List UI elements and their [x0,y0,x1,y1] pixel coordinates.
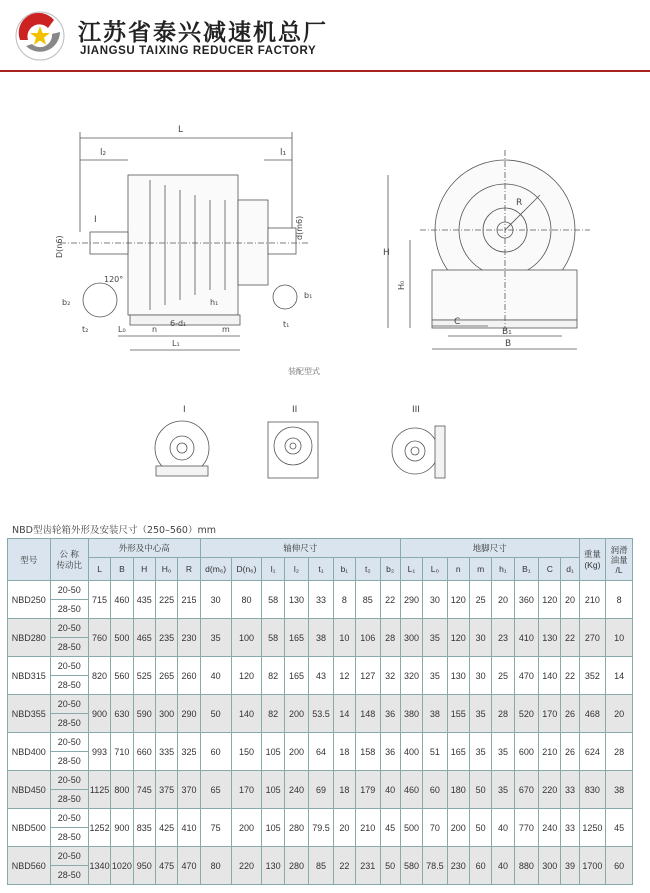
value-cell: 20 [561,581,579,619]
company-name-en: JIANGSU TAIXING REDUCER FACTORY [80,45,317,57]
value-cell: 35 [423,619,447,657]
value-cell: 210 [579,581,606,619]
svg-text:D(n6): D(n6) [55,235,64,258]
value-cell: 25 [469,581,491,619]
value-cell: 30 [469,657,491,695]
value-cell: 60 [200,733,231,771]
svg-text:II: II [292,405,298,415]
value-cell: 26 [561,733,579,771]
value-cell: 30 [423,581,447,619]
svg-text:I: I [183,405,186,415]
value-cell: 120 [231,657,262,695]
dimension-table [7,538,633,885]
svg-text:b₂: b₂ [62,298,71,307]
value-cell: 53.5 [309,695,333,733]
value-cell: 8 [606,581,633,619]
value-cell: 410 [514,619,538,657]
value-cell: 14 [333,695,355,733]
value-cell: 220 [231,847,262,885]
value-cell: 630 [111,695,133,733]
col-oil: 润滑 油量 /L [606,539,633,581]
ratio-cell: 28-50 [50,866,88,885]
value-cell: 28 [606,733,633,771]
sub-col-header: b₂ [380,558,400,581]
value-cell: 38 [423,695,447,733]
value-cell: 26 [561,695,579,733]
svg-text:III: III [412,405,420,415]
svg-text:H₀: H₀ [397,280,406,290]
value-cell: 40 [492,847,514,885]
svg-text:b₁: b₁ [304,291,313,300]
value-cell: 460 [111,581,133,619]
col-group-foot: 地脚尺寸 [400,539,579,558]
value-cell: 65 [200,771,231,809]
ratio-cell: 28-50 [50,752,88,771]
value-cell: 220 [539,771,561,809]
value-cell: 120 [447,619,469,657]
value-cell: 400 [400,733,422,771]
ratio-cell: 20-50 [50,733,88,752]
value-cell: 58 [262,581,284,619]
svg-text:d(m6): d(m6) [295,215,304,240]
value-cell: 20 [333,809,355,847]
value-cell: 290 [400,581,422,619]
value-cell: 33 [561,771,579,809]
value-cell: 900 [111,809,133,847]
value-cell: 410 [178,809,200,847]
value-cell: 770 [514,809,538,847]
value-cell: 22 [561,657,579,695]
ratio-cell: 20-50 [50,581,88,600]
ratio-cell: 20-50 [50,771,88,790]
value-cell: 240 [284,771,308,809]
value-cell: 200 [447,809,469,847]
table-row [8,771,633,790]
value-cell: 18 [333,733,355,771]
value-cell: 35 [492,733,514,771]
value-cell: 465 [133,619,155,657]
model-cell: NBD280 [8,619,51,657]
value-cell: 560 [111,657,133,695]
value-cell: 35 [469,733,491,771]
value-cell: 180 [447,771,469,809]
value-cell: 105 [262,733,284,771]
value-cell: 23 [492,619,514,657]
company-logo-icon [14,10,66,62]
value-cell: 120 [447,581,469,619]
ratio-cell: 20-50 [50,809,88,828]
value-cell: 36 [380,695,400,733]
value-cell: 300 [539,847,561,885]
value-cell: 64 [309,733,333,771]
value-cell: 60 [423,771,447,809]
value-cell: 70 [423,809,447,847]
value-cell: 230 [447,847,469,885]
table-row [8,695,633,714]
value-cell: 325 [178,733,200,771]
ratio-cell: 20-50 [50,847,88,866]
value-cell: 240 [539,809,561,847]
value-cell: 1020 [111,847,133,885]
page-header [0,0,650,72]
value-cell: 80 [231,581,262,619]
value-cell: 32 [380,657,400,695]
value-cell: 30 [200,581,231,619]
value-cell: 179 [356,771,380,809]
value-cell: 300 [400,619,422,657]
value-cell: 36 [380,733,400,771]
value-cell: 265 [155,657,177,695]
header-divider [0,70,650,72]
value-cell: 8 [333,581,355,619]
svg-text:H: H [383,248,390,258]
sub-col-header: m [469,558,491,581]
value-cell: 140 [231,695,262,733]
value-cell: 33 [309,581,333,619]
svg-text:l₂: l₂ [100,148,107,158]
model-cell: NBD450 [8,771,51,809]
value-cell: 475 [155,847,177,885]
value-cell: 28 [492,695,514,733]
value-cell: 624 [579,733,606,771]
value-cell: 820 [88,657,110,695]
value-cell: 320 [400,657,422,695]
col-group-shaft: 轴伸尺寸 [200,539,400,558]
sub-col-header: B₁ [514,558,538,581]
value-cell: 50 [380,847,400,885]
value-cell: 50 [469,771,491,809]
sub-col-header: L₀ [423,558,447,581]
value-cell: 20 [606,695,633,733]
value-cell: 40 [200,657,231,695]
value-cell: 235 [155,619,177,657]
sub-col-header: d₁ [561,558,579,581]
model-cell: NBD315 [8,657,51,695]
value-cell: 22 [333,847,355,885]
value-cell: 45 [380,809,400,847]
table-row [8,619,633,638]
value-cell: 158 [356,733,380,771]
svg-text:6-d₁: 6-d₁ [170,319,187,328]
value-cell: 39 [561,847,579,885]
value-cell: 22 [380,581,400,619]
value-cell: 435 [133,581,155,619]
svg-text:I: I [94,215,97,225]
sub-col-header: H₀ [155,558,177,581]
value-cell: 670 [514,771,538,809]
col-model: 型号 [8,539,51,581]
value-cell: 40 [492,809,514,847]
value-cell: 25 [492,657,514,695]
table-row [8,581,633,600]
value-cell: 280 [284,809,308,847]
value-cell: 230 [178,619,200,657]
table-row [8,847,633,866]
company-name-cn: 江苏省泰兴减速机总厂 [78,20,328,46]
value-cell: 231 [356,847,380,885]
value-cell: 10 [333,619,355,657]
sub-col-header: H [133,558,155,581]
value-cell: 1252 [88,809,110,847]
sub-col-header: B [111,558,133,581]
model-cell: NBD250 [8,581,51,619]
value-cell: 745 [133,771,155,809]
sub-col-header: R [178,558,200,581]
value-cell: 375 [155,771,177,809]
svg-text:n: n [152,325,158,334]
value-cell: 425 [155,809,177,847]
value-cell: 60 [469,847,491,885]
ratio-cell: 28-50 [50,600,88,619]
value-cell: 215 [178,581,200,619]
value-cell: 600 [514,733,538,771]
svg-text:B₁: B₁ [502,327,512,337]
model-cell: NBD355 [8,695,51,733]
value-cell: 22 [561,619,579,657]
value-cell: 79.5 [309,809,333,847]
svg-text:B: B [505,339,512,349]
value-cell: 660 [133,733,155,771]
ratio-cell: 28-50 [50,828,88,847]
table-row [8,809,633,828]
drawing-caption: 装配型式 [288,367,320,376]
ratio-cell: 28-50 [50,790,88,809]
svg-text:l₁: l₁ [280,148,287,158]
dim-L: L [178,125,184,135]
value-cell: 10 [606,619,633,657]
value-cell: 225 [155,581,177,619]
svg-text:C: C [454,317,461,327]
value-cell: 82 [262,657,284,695]
value-cell: 38 [606,771,633,809]
value-cell: 335 [155,733,177,771]
value-cell: 360 [514,581,538,619]
value-cell: 1125 [88,771,110,809]
model-cell: NBD400 [8,733,51,771]
value-cell: 130 [284,581,308,619]
value-cell: 170 [539,695,561,733]
value-cell: 127 [356,657,380,695]
reducer-assembly-drawing [0,80,650,500]
value-cell: 170 [231,771,262,809]
svg-text:L₁: L₁ [172,339,180,348]
value-cell: 20 [492,581,514,619]
col-ratio: 公 称 传动比 [50,539,88,581]
value-cell: 50 [469,809,491,847]
sub-col-header: C [539,558,561,581]
section-title: NBD型齿轮箱外形及安装尺寸（250–560）mm [12,525,216,536]
value-cell: 155 [447,695,469,733]
value-cell: 590 [133,695,155,733]
value-cell: 12 [333,657,355,695]
value-cell: 200 [284,695,308,733]
value-cell: 69 [309,771,333,809]
value-cell: 470 [514,657,538,695]
svg-text:L₀: L₀ [118,325,126,334]
ratio-cell: 28-50 [50,676,88,695]
sub-col-header: t₁ [309,558,333,581]
value-cell: 470 [178,847,200,885]
sub-col-header: l₂ [284,558,308,581]
value-cell: 75 [200,809,231,847]
value-cell: 100 [231,619,262,657]
value-cell: 270 [579,619,606,657]
value-cell: 950 [133,847,155,885]
svg-text:h₁: h₁ [210,298,219,307]
value-cell: 210 [356,809,380,847]
value-cell: 1250 [579,809,606,847]
value-cell: 520 [514,695,538,733]
value-cell: 58 [262,619,284,657]
value-cell: 460 [400,771,422,809]
value-cell: 500 [400,809,422,847]
value-cell: 165 [447,733,469,771]
sub-col-header: L₁ [400,558,422,581]
value-cell: 78.5 [423,847,447,885]
sub-col-header: n [447,558,469,581]
value-cell: 835 [133,809,155,847]
value-cell: 35 [423,657,447,695]
value-cell: 50 [200,695,231,733]
value-cell: 380 [400,695,422,733]
ratio-cell: 28-50 [50,714,88,733]
value-cell: 35 [200,619,231,657]
svg-text:120°: 120° [104,275,124,284]
value-cell: 580 [400,847,422,885]
value-cell: 85 [309,847,333,885]
value-cell: 352 [579,657,606,695]
value-cell: 35 [492,771,514,809]
value-cell: 120 [539,581,561,619]
value-cell: 830 [579,771,606,809]
value-cell: 51 [423,733,447,771]
value-cell: 715 [88,581,110,619]
svg-text:R: R [516,198,523,208]
value-cell: 1340 [88,847,110,885]
table-row [8,657,633,676]
model-cell: NBD560 [8,847,51,885]
value-cell: 993 [88,733,110,771]
value-cell: 500 [111,619,133,657]
value-cell: 150 [231,733,262,771]
value-cell: 30 [469,619,491,657]
sub-col-header: D(n₆) [231,558,262,581]
svg-text:t₂: t₂ [82,325,89,334]
sub-col-header: t₂ [356,558,380,581]
value-cell: 40 [380,771,400,809]
value-cell: 28 [380,619,400,657]
value-cell: 130 [447,657,469,695]
value-cell: 260 [178,657,200,695]
value-cell: 14 [606,657,633,695]
sub-col-header: l₁ [262,558,284,581]
value-cell: 290 [178,695,200,733]
model-cell: NBD500 [8,809,51,847]
svg-text:t₁: t₁ [283,320,290,329]
value-cell: 165 [284,657,308,695]
ratio-cell: 20-50 [50,619,88,638]
ratio-cell: 28-50 [50,638,88,657]
value-cell: 900 [88,695,110,733]
value-cell: 33 [561,809,579,847]
value-cell: 710 [111,733,133,771]
value-cell: 468 [579,695,606,733]
svg-text:m: m [222,325,230,334]
value-cell: 880 [514,847,538,885]
value-cell: 800 [111,771,133,809]
value-cell: 760 [88,619,110,657]
value-cell: 370 [178,771,200,809]
table-row [8,733,633,752]
value-cell: 45 [606,809,633,847]
value-cell: 200 [231,809,262,847]
sub-col-header: d(m₆) [200,558,231,581]
value-cell: 105 [262,771,284,809]
value-cell: 148 [356,695,380,733]
value-cell: 300 [155,695,177,733]
value-cell: 130 [539,619,561,657]
value-cell: 106 [356,619,380,657]
col-group-outline: 外形及中心高 [88,539,200,558]
value-cell: 1700 [579,847,606,885]
value-cell: 35 [469,695,491,733]
sub-col-header: h₁ [492,558,514,581]
value-cell: 18 [333,771,355,809]
value-cell: 165 [284,619,308,657]
value-cell: 200 [284,733,308,771]
ratio-cell: 20-50 [50,695,88,714]
col-weight: 重量 (Kg) [579,539,606,581]
value-cell: 60 [606,847,633,885]
value-cell: 38 [309,619,333,657]
value-cell: 82 [262,695,284,733]
value-cell: 130 [262,847,284,885]
value-cell: 140 [539,657,561,695]
value-cell: 105 [262,809,284,847]
value-cell: 525 [133,657,155,695]
value-cell: 85 [356,581,380,619]
sub-col-header: L [88,558,110,581]
value-cell: 210 [539,733,561,771]
value-cell: 80 [200,847,231,885]
value-cell: 280 [284,847,308,885]
value-cell: 43 [309,657,333,695]
ratio-cell: 20-50 [50,657,88,676]
sub-col-header: b₁ [333,558,355,581]
